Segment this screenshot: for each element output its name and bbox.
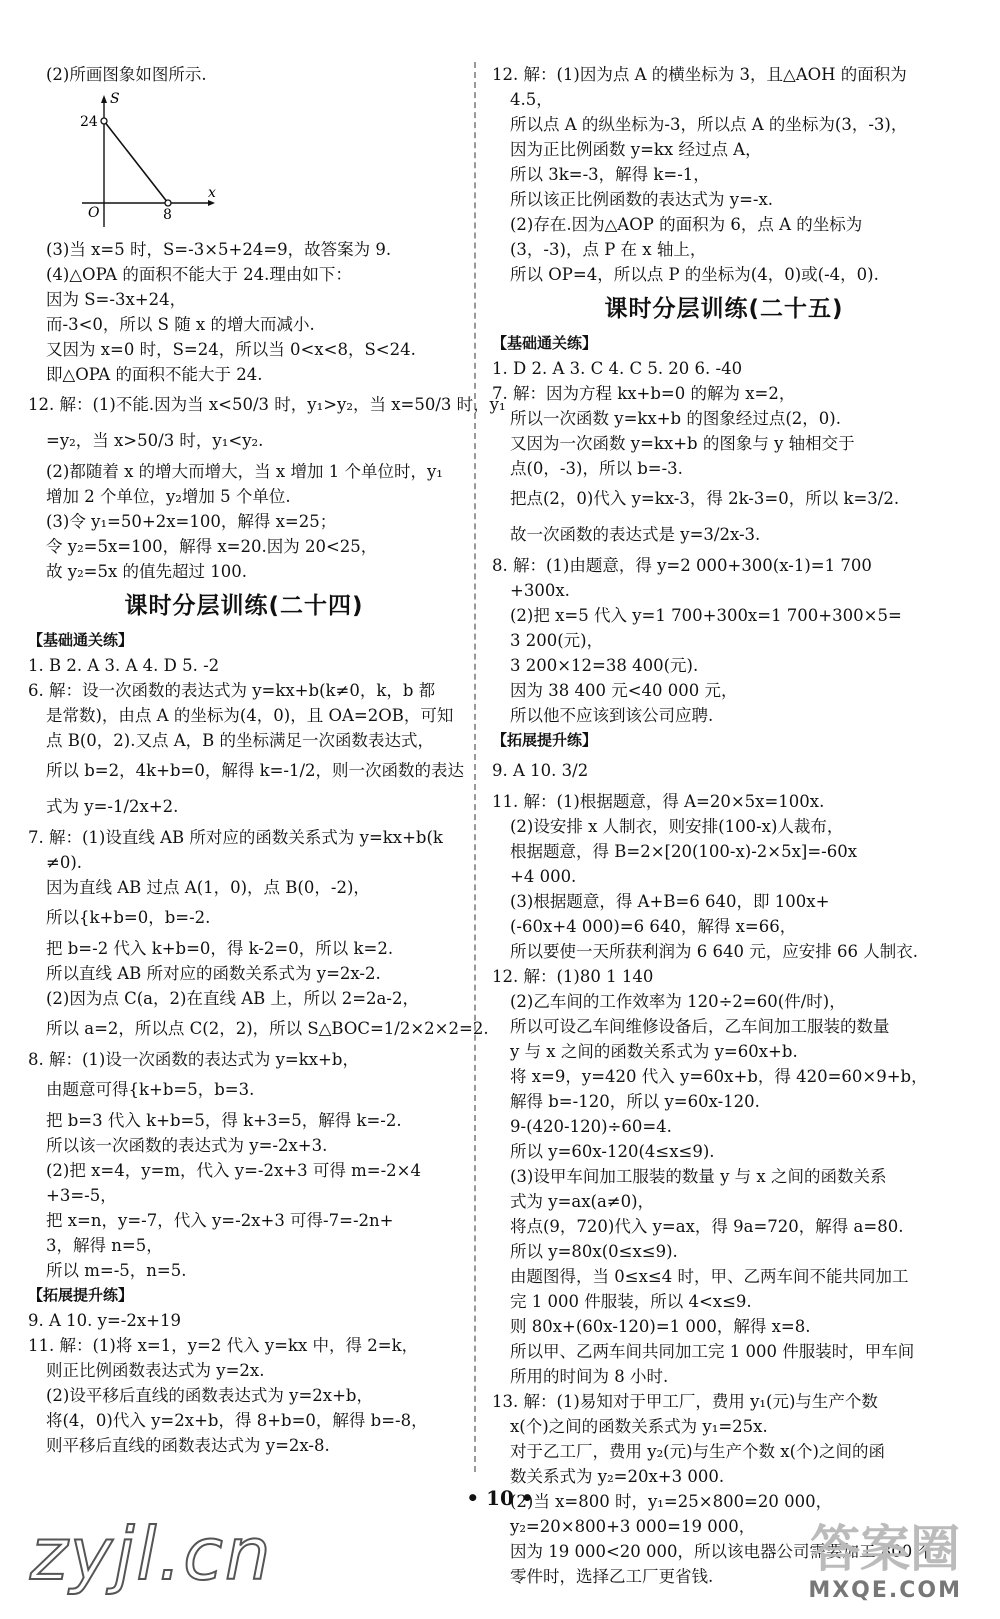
text-line: 所以 y=60x-120(4≤x≤9). — [510, 1142, 715, 1161]
text-line: (2)把 x=5 代入 y=1 700+300x=1 700+300×5= — [510, 606, 902, 625]
section-tag-basic: 【基础通关练】 — [28, 631, 134, 649]
text-line: 而-3<0，所以 S 随 x 的增大而减小. — [46, 315, 315, 334]
section-tag-extend: 【拓展提升练】 — [28, 1286, 134, 1304]
text-line: 则平移后直线的函数表达式为 y=2x-8. — [46, 1436, 330, 1455]
text-line: 12. 解：(1)80 1 140 — [492, 967, 654, 986]
origin-label: O — [88, 205, 100, 221]
right-block1 — [492, 62, 956, 287]
right-block2 — [492, 356, 956, 728]
text-line: 式为 y=-1/2x+2. — [46, 797, 179, 816]
column-divider — [474, 62, 476, 1472]
watermark-right-title: 答案圈 — [810, 1520, 961, 1578]
text-line: 数关系式为 y₂=20x+3 000. — [510, 1467, 725, 1486]
graph-svg — [68, 91, 218, 231]
text-line: 所以甲、乙两车间共同加工完 1 000 件服装时，甲车间 — [510, 1342, 915, 1361]
text-line: 又因为一次函数 y=kx+b 的图象与 y 轴相交于 — [510, 434, 855, 453]
text-line: (-60x+4 000)=6 640，解得 x=66， — [510, 917, 797, 936]
text-line: 所以 y=80x(0≤x≤9). — [510, 1242, 678, 1261]
text-line: 8. 解：(1)设一次函数的表达式为 y=kx+b， — [28, 1050, 359, 1069]
text-line: 7. 解：因为方程 kx+b=0 的解为 x=2， — [492, 384, 796, 403]
text-line: 7. 解：(1)设直线 AB 所对应的函数关系式为 y=kx+b(k — [28, 828, 443, 847]
text-line: 所以一次函数 y=kx+b 的图象经过点(2，0). — [510, 409, 841, 428]
text-line: (3，-3)，点 P 在 x 轴上， — [510, 240, 707, 259]
text-line: 6. 解：设一次函数的表达式为 y=kx+b(k≠0，k，b 都 — [28, 681, 436, 700]
text-line: 由题意可得{k+b=5，b=3. — [46, 1080, 255, 1099]
text-line: (2)都随着 x 的增大而增大，当 x 增加 1 个单位时，y₁ — [46, 462, 443, 481]
text-line: 所以点 A 的纵坐标为-3，所以点 A 的坐标为(3，-3)， — [510, 115, 908, 134]
left-column — [28, 62, 506, 1458]
text-line: (2)当 x=800 时，y₁=25×800=20 000， — [510, 1492, 833, 1511]
text-line: (4)△OPA 的面积不能大于 24.理由如下： — [46, 265, 352, 284]
text-line: (2)因为点 C(a，2)在直线 AB 上，所以 2=2a-2， — [46, 989, 419, 1008]
watermark-right-url: MXQE.COM — [808, 1578, 962, 1603]
endpoint-open-y — [101, 118, 107, 124]
text-line: 所以 b=2，4k+b=0，解得 k=-1/2，则一次函数的表达 — [46, 761, 465, 780]
section-tag-extend: 【拓展提升练】 — [492, 731, 598, 749]
text-line: 令 y₂=5x=100，解得 x=20.因为 20<25， — [46, 537, 378, 556]
text-line: 把 x=n，y=-7，代入 y=-2x+3 可得-7=-2n+ — [46, 1211, 394, 1230]
text-line: 所用的时间为 8 小时. — [510, 1367, 669, 1386]
text-line: 11. 解：(1)根据题意，得 A=20×5x=100x. — [492, 792, 825, 811]
y-axis-arrow — [101, 95, 107, 103]
text-line: +4 000. — [510, 867, 577, 886]
text-line: 3 200×12=38 400(元). — [510, 656, 699, 675]
text-line: 把 b=-2 代入 k+b=0，得 k-2=0，所以 k=2. — [46, 939, 394, 958]
text-line: 所以 3k=-3，解得 k=-1， — [510, 165, 710, 184]
text-line: (2)乙车间的工作效率为 120÷2=60(件/时)， — [510, 992, 846, 1011]
left-block1-rest — [28, 237, 460, 387]
text-line: 9. A 10. y=-2x+19 — [28, 1311, 181, 1330]
left-block3 — [28, 653, 489, 1283]
text-line: 因为 S=-3x+24， — [46, 290, 187, 309]
section-heading-25: 课时分层训练(二十五) — [604, 296, 844, 322]
text-line: 点(0，-3)，所以 b=-3. — [510, 459, 683, 478]
text-line: 所以{k+b=0，b=-2. — [46, 908, 211, 927]
text-line: 所以该正比例函数的表达式为 y=-x. — [510, 190, 774, 209]
text-line: (3)设甲车间加工服装的数量 y 与 x 之间的函数关系 — [510, 1167, 887, 1186]
text-line: 根据题意，得 B=2×[20(100-x)-2×5x]=-60x — [510, 842, 858, 861]
text-line: ≠0). — [46, 853, 83, 872]
text-line: 因为正比例函数 y=kx 经过点 A， — [510, 140, 762, 159]
text-line: 把点(2，0)代入 y=kx-3，得 2k-3=0，所以 k=3/2. — [510, 489, 900, 508]
text-line: (2)设安排 x 人制衣，则安排(100-x)人裁布， — [510, 817, 844, 836]
text-line: (3)根据题意，得 A+B=6 640，即 100x+ — [510, 892, 830, 911]
text-line: 所以该一次函数的表达式为 y=-2x+3. — [46, 1136, 328, 1155]
text-line: 是常数)，由点 A 的坐标为(4，0)，且 OA=2OB，可知 — [46, 706, 454, 725]
text-line: 所以 a=2，所以点 C(2，2)，所以 S△BOC=1/2×2×2=2. — [46, 1019, 489, 1038]
text-line: 解得 b=-120，所以 y=60x-120. — [510, 1092, 760, 1111]
text-line: 即△OPA 的面积不能大于 24. — [46, 365, 263, 384]
y-tick-label: 24 — [80, 114, 98, 130]
text-line: 9. A 10. 3/2 — [492, 761, 589, 780]
page-number: • 10 • — [466, 1486, 534, 1510]
text-line: x(个)之间的函数关系式为 y₁=25x. — [510, 1417, 768, 1436]
text-line: 所以 m=-5，n=5. — [46, 1261, 187, 1280]
function-graph — [68, 91, 460, 231]
text-line: 8. 解：(1)由题意，得 y=2 000+300(x-1)=1 700 — [492, 556, 872, 575]
text-line: 因为直线 AB 过点 A(1，0)，点 B(0，-2)， — [46, 878, 370, 897]
text-line: 1. B 2. A 3. A 4. D 5. -2 — [28, 656, 220, 675]
right-column — [492, 62, 956, 1589]
endpoint-open-x — [165, 200, 171, 206]
text-line: (2)所画图象如图所示. — [46, 65, 207, 84]
text-line: 3，解得 n=5， — [46, 1236, 163, 1255]
text-line: (2)把 x=4，y=m，代入 y=-2x+3 可得 m=-2×4 — [46, 1161, 421, 1180]
text-line: 所以要使一天所获利润为 6 640 元，应安排 66 人制衣. — [510, 942, 918, 961]
text-line: =y₂，当 x>50/3 时，y₁<y₂. — [46, 431, 264, 450]
text-line: 则 80x+(60x-120)=1 000，解得 x=8. — [510, 1317, 811, 1336]
text-line: +3=-5， — [46, 1186, 117, 1205]
text-line: 则正比例函数表达式为 y=2x. — [46, 1361, 265, 1380]
text-line: y₂=20×800+3 000=19 000， — [510, 1517, 756, 1536]
text-line: 将点(9，720)代入 y=ax，得 9a=720，解得 a=80. — [510, 1217, 904, 1236]
text-line: 点 B(0，2).又点 A，B 的坐标满足一次函数表达式， — [46, 731, 435, 750]
left-block2 — [28, 387, 506, 584]
left-block4 — [28, 1308, 460, 1458]
right-block3 — [492, 753, 956, 1589]
text-line: 所以可设乙车间维修设备后，乙车间加工服装的数量 — [510, 1017, 890, 1036]
text-line: 完 1 000 件服装，所以 4<x≤9. — [510, 1292, 752, 1311]
text-line: 4.5， — [510, 90, 553, 109]
x-axis-label: x — [208, 185, 216, 201]
text-line: 所以直线 AB 所对应的函数关系式为 y=2x-2. — [46, 964, 381, 983]
section-heading-24: 课时分层训练(二十四) — [124, 593, 364, 619]
x-tick-label: 8 — [163, 207, 172, 223]
text-line: 故 y₂=5x 的值先超过 100. — [46, 562, 248, 581]
text-line: +300x. — [510, 581, 570, 600]
text-line: 1. D 2. A 3. C 4. C 5. 20 6. -40 — [492, 359, 743, 378]
text-line: 故一次函数的表达式是 y=3/2x-3. — [510, 525, 761, 544]
text-line: 所以 OP=4，所以点 P 的坐标为(4，0)或(-4，0). — [510, 265, 879, 284]
text-line: 零件时，选择乙工厂更省钱. — [510, 1567, 714, 1586]
text-line: 因为 19 000<20 000，所以该电器公司需要加工 800 个 — [510, 1542, 935, 1561]
text-line: 13. 解：(1)易知对于甲工厂，费用 y₁(元)与生产个数 — [492, 1392, 878, 1411]
text-line: 3 200(元)， — [510, 631, 604, 650]
text-line: (3)当 x=5 时，S=-3×5+24=9，故答案为 9. — [46, 240, 392, 259]
text-line: 又因为 x=0 时，S=24，所以当 0<x<8，S<24. — [46, 340, 416, 359]
text-line: 对于乙工厂，费用 y₂(元)与生产个数 x(个)之间的函 — [510, 1442, 885, 1461]
y-axis-label: S — [110, 91, 120, 107]
text-line: (3)令 y₁=50+2x=100，解得 x=25； — [46, 512, 337, 531]
text-line: (2)设平移后直线的函数表达式为 y=2x+b， — [46, 1386, 373, 1405]
text-line: 式为 y=ax(a≠0)， — [510, 1192, 655, 1211]
left-block1-first — [28, 62, 460, 87]
text-line: 11. 解：(1)将 x=1，y=2 代入 y=kx 中，得 2=k， — [28, 1336, 419, 1355]
text-line: y 与 x 之间的函数关系式为 y=60x+b. — [510, 1042, 798, 1061]
section-tag-basic: 【基础通关练】 — [492, 334, 598, 352]
text-line: 增加 2 个单位，y₂增加 5 个单位. — [46, 487, 291, 506]
text-line: 因为 38 400 元<40 000 元， — [510, 681, 738, 700]
text-line: 12. 解：(1)因为点 A 的横坐标为 3，且△AOH 的面积为 — [492, 65, 907, 84]
text-line: 所以他不应该到该公司应聘. — [510, 706, 714, 725]
watermark-left: zyjl.cn — [30, 1512, 273, 1596]
text-line: 将 x=9，y=420 代入 y=60x+b，得 420=60×9+b， — [510, 1067, 928, 1086]
text-line: (2)存在.因为△AOP 的面积为 6，点 A 的坐标为 — [510, 215, 863, 234]
text-line: 将(4，0)代入 y=2x+b，得 8+b=0，解得 b=-8， — [46, 1411, 428, 1430]
text-line: 把 b=3 代入 k+b=5，得 k+3=5，解得 k=-2. — [46, 1111, 402, 1130]
text-line: 9-(420-120)÷60=4. — [510, 1117, 672, 1136]
text-line: 12. 解：(1)不能.因为当 x<50/3 时，y₁>y₂，当 x=50/3 时，y₁ — [28, 395, 506, 414]
graph-line — [104, 121, 168, 203]
watermark-right — [808, 1520, 962, 1603]
text-line: 由题图得，当 0≤x≤4 时，甲、乙两车间不能共同加工 — [510, 1267, 909, 1286]
